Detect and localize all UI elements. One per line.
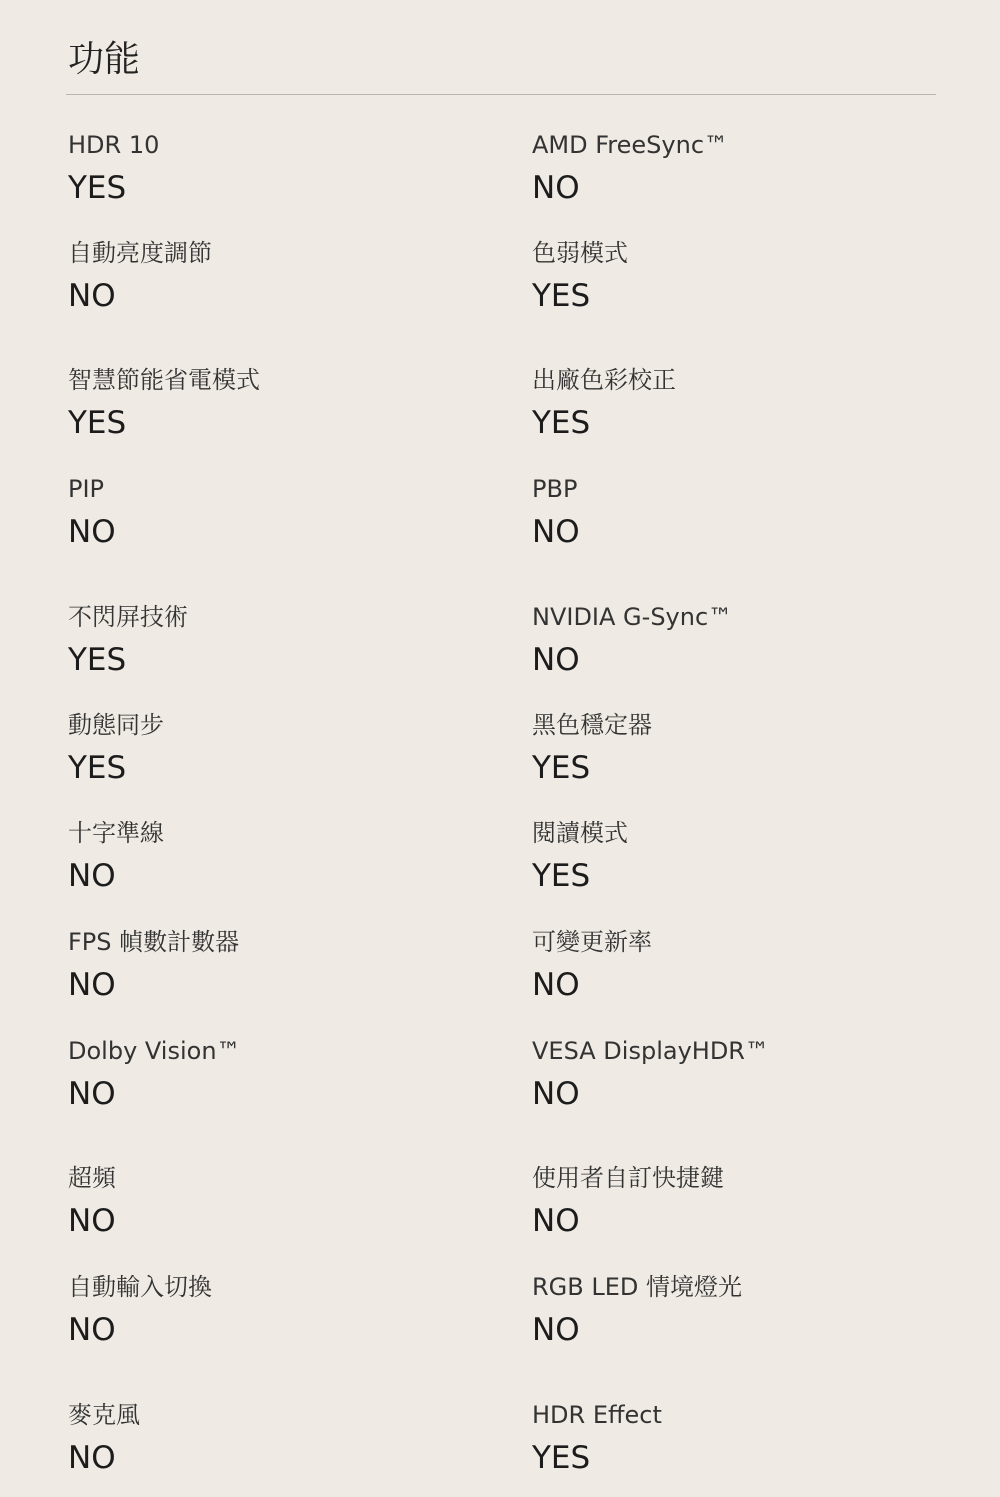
feature-auto-input-switch: [68, 1272, 468, 1348]
feature-nvidia-gsync: [532, 602, 932, 678]
feature-value: YES: [532, 278, 591, 314]
feature-label: NVIDIA G-Sync™: [532, 603, 733, 631]
feature-value: NO: [532, 1203, 580, 1239]
feature-label: 出廠色彩校正: [532, 366, 676, 394]
feature-value: NO: [68, 1076, 116, 1112]
feature-crosshair: [68, 818, 468, 894]
feature-label: 超頻: [68, 1164, 116, 1192]
feature-value: NO: [532, 1312, 580, 1348]
feature-label: PIP: [68, 475, 105, 503]
feature-label: 使用者自訂快捷鍵: [532, 1164, 724, 1192]
feature-label: 可變更新率: [532, 928, 652, 956]
feature-value: YES: [532, 1440, 591, 1476]
feature-value: YES: [532, 750, 591, 786]
feature-label: 不閃屏技術: [68, 603, 188, 631]
feature-vesa-displayhdr: [532, 1036, 932, 1112]
feature-dolby-vision: [68, 1036, 468, 1112]
feature-label: RGB LED 情境燈光: [532, 1273, 743, 1301]
feature-factory-calibration: [532, 365, 932, 441]
feature-pbp: [532, 474, 932, 550]
feature-label: VESA DisplayHDR™: [532, 1037, 769, 1065]
feature-value: NO: [532, 642, 580, 678]
feature-label: PBP: [532, 475, 578, 503]
feature-variable-refresh-rate: [532, 927, 932, 1003]
feature-label: Dolby Vision™: [68, 1037, 241, 1065]
feature-microphone: [68, 1400, 468, 1476]
feature-overclocking: [68, 1163, 468, 1239]
feature-value: NO: [532, 1076, 580, 1112]
feature-value: NO: [68, 858, 116, 894]
feature-value: YES: [532, 405, 591, 441]
feature-value: NO: [68, 1203, 116, 1239]
feature-label: 閱讀模式: [532, 819, 628, 847]
feature-value: NO: [532, 170, 580, 206]
feature-label: 智慧節能省電模式: [68, 366, 260, 394]
feature-dynamic-sync: [68, 710, 468, 786]
feature-value: YES: [532, 858, 591, 894]
feature-smart-power-saving: [68, 365, 468, 441]
feature-label: FPS 幀數計數器: [68, 928, 240, 956]
feature-hdr-effect: [532, 1400, 932, 1476]
feature-label: 黑色穩定器: [532, 711, 652, 739]
feature-fps-counter: [68, 927, 468, 1003]
feature-custom-hotkeys: [532, 1163, 932, 1239]
feature-value: YES: [68, 170, 127, 206]
feature-value: NO: [68, 1440, 116, 1476]
feature-value: NO: [68, 278, 116, 314]
feature-value: NO: [68, 967, 116, 1003]
feature-rgb-led-lighting: [532, 1272, 932, 1348]
feature-value: NO: [532, 967, 580, 1003]
feature-auto-brightness: [68, 238, 468, 314]
section-divider: [66, 94, 936, 95]
feature-hdr10: [68, 130, 468, 206]
section-title: 功能: [68, 39, 141, 80]
feature-label: 麥克風: [68, 1401, 140, 1429]
feature-label: 動態同步: [68, 711, 164, 739]
feature-label: 色弱模式: [532, 239, 628, 267]
feature-pip: [68, 474, 468, 550]
feature-label: AMD FreeSync™: [532, 131, 729, 159]
feature-value: YES: [68, 750, 127, 786]
feature-reading-mode: [532, 818, 932, 894]
feature-label: 自動輸入切換: [68, 1273, 212, 1301]
feature-label: HDR Effect: [532, 1401, 662, 1429]
feature-value: NO: [68, 1312, 116, 1348]
feature-value: NO: [68, 514, 116, 550]
feature-amd-freesync: [532, 130, 932, 206]
feature-flicker-free: [68, 602, 468, 678]
feature-value: YES: [68, 642, 127, 678]
feature-label: HDR 10: [68, 131, 160, 159]
feature-label: 自動亮度調節: [68, 239, 212, 267]
feature-label: 十字準線: [68, 819, 164, 847]
feature-black-stabilizer: [532, 710, 932, 786]
feature-value: YES: [68, 405, 127, 441]
feature-value: NO: [532, 514, 580, 550]
feature-color-weakness-mode: [532, 238, 932, 314]
